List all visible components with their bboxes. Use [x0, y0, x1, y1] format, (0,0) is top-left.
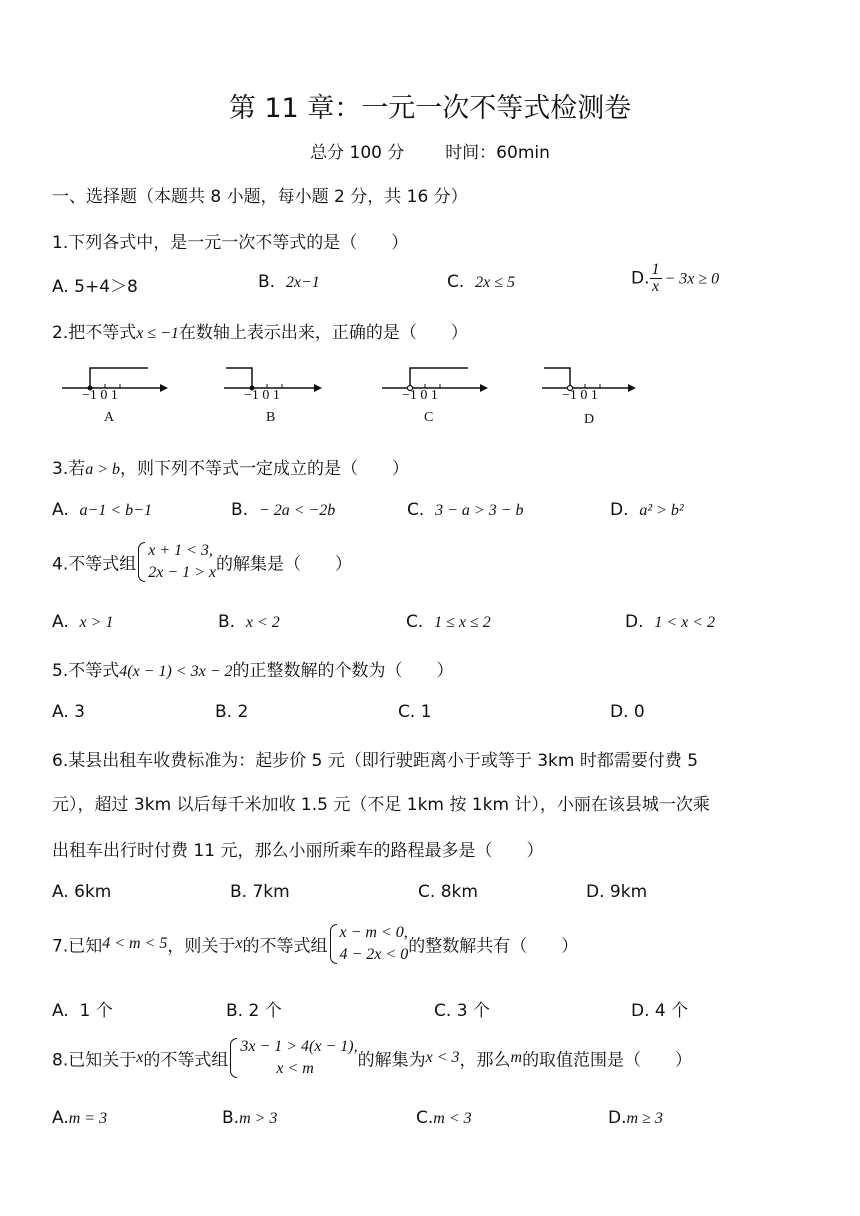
q7-option-b: B. 2 个 — [226, 1001, 282, 1021]
q6-option-b: B. 7km — [230, 882, 290, 902]
page-title: 第 11 章：一元一次不等式检测卷 — [228, 93, 632, 124]
q3-option-c: C. 3 − a > 3 − b — [407, 500, 524, 520]
inequality-system: x − m < 0, 4 − 2x < 0 — [328, 922, 409, 966]
q8-option-d: D.m ≥ 3 — [608, 1108, 663, 1128]
question-6-line-2: 元），超过 3km 以后每千米加收 1.5 元（不足 1km 按 1km 计），小丽在该县城一次乘 — [52, 795, 710, 815]
inequality-system: 3x − 1 > 4(x − 1), x < m — [228, 1036, 357, 1080]
figure-label-b: B — [266, 410, 276, 425]
q5-option-c: C. 1 — [398, 702, 432, 722]
q3-option-a: A. a−1 < b−1 — [52, 500, 152, 520]
question-7-stem: 7.已知4 < m < 5，则关于x的不等式组 x − m < 0, 4 − 2x < 0 的整数解共有（ ） — [52, 922, 578, 966]
question-6-line-3: 出租车出行时付费 11 元，那么小丽所乘车的路程最多是（ ） — [52, 841, 544, 861]
figure-label-c: C — [424, 410, 434, 425]
q3-option-d: D. a² > b² — [610, 500, 684, 520]
q3-option-b: B. − 2a < −2b — [231, 500, 336, 520]
number-line-b: −1 0 1 B — [222, 360, 332, 401]
figure-label-a: A — [104, 410, 115, 425]
exam-meta — [0, 138, 860, 163]
q8-option-a: A.m = 3 — [52, 1108, 108, 1128]
question-2-stem: 2.把不等式x ≤ −1在数轴上表示出来，正确的是（ ） — [52, 323, 468, 343]
question-3-stem: 3.若a > b，则下列不等式一定成立的是（ ） — [52, 459, 410, 479]
q1-option-b: B. 2x−1 — [258, 272, 320, 292]
q7-option-a: A. 1 个 — [52, 1001, 113, 1021]
question-5-stem: 5.不等式4(x − 1) < 3x − 2的正整数解的个数为（ ） — [52, 661, 454, 681]
q1-option-a: A. 5+4＞8 — [52, 277, 138, 297]
q7-option-d: D. 4 个 — [631, 1001, 689, 1021]
number-line-c: −1 0 1 C — [380, 360, 490, 401]
number-line-a: −1 0 1 A — [60, 360, 170, 401]
q6-option-d: D. 9km — [586, 882, 648, 902]
figure-label-d: D — [584, 412, 595, 427]
q8-option-c: C.m < 3 — [416, 1108, 472, 1128]
question-8-stem: 8.已知关于x的不等式组 3x − 1 > 4(x − 1), x < m 的解集为x < 3，那么m的取值范围是（ ） — [52, 1036, 692, 1080]
q1-option-d: D. $\frac{1}{x}$ − 3x ≥ 0 — [631, 261, 720, 295]
q1-option-c: C. 2x ≤ 5 — [447, 272, 515, 292]
q5-option-d: D. 0 — [610, 702, 645, 722]
q4-option-b: B. x < 2 — [218, 612, 280, 632]
q8-option-b: B.m > 3 — [222, 1108, 278, 1128]
question-4-stem: 4.不等式组 x + 1 < 3, 2x − 1 > x 的解集是（ ） — [52, 540, 352, 584]
q6-option-a: A. 6km — [52, 882, 112, 902]
q4-option-c: C. 1 ≤ x ≤ 2 — [406, 612, 491, 632]
q7-option-c: C. 3 个 — [434, 1001, 490, 1021]
q5-option-b: B. 2 — [215, 702, 249, 722]
question-6-line-1: 6.某县出租车收费标准为：起步价 5 元（即行驶距离小于或等于 3km 时都需要付费 5 — [52, 751, 699, 771]
q4-option-d: D. 1 < x < 2 — [625, 612, 716, 632]
inequality-system: x + 1 < 3, 2x − 1 > x — [136, 540, 216, 584]
q4-option-a: A. x > 1 — [52, 612, 114, 632]
number-line-d: −1 0 1 D — [540, 360, 640, 401]
q6-option-c: C. 8km — [418, 882, 478, 902]
section-heading: 一、选择题（本题共 8 小题，每小题 2 分，共 16 分） — [52, 187, 468, 207]
total-score: 总分 100 分 — [310, 143, 405, 163]
time-limit: 时间：60min — [445, 143, 550, 163]
question-1-stem: 1.下列各式中，是一元一次不等式的是（ ） — [52, 233, 409, 253]
q5-option-a: A. 3 — [52, 702, 85, 722]
